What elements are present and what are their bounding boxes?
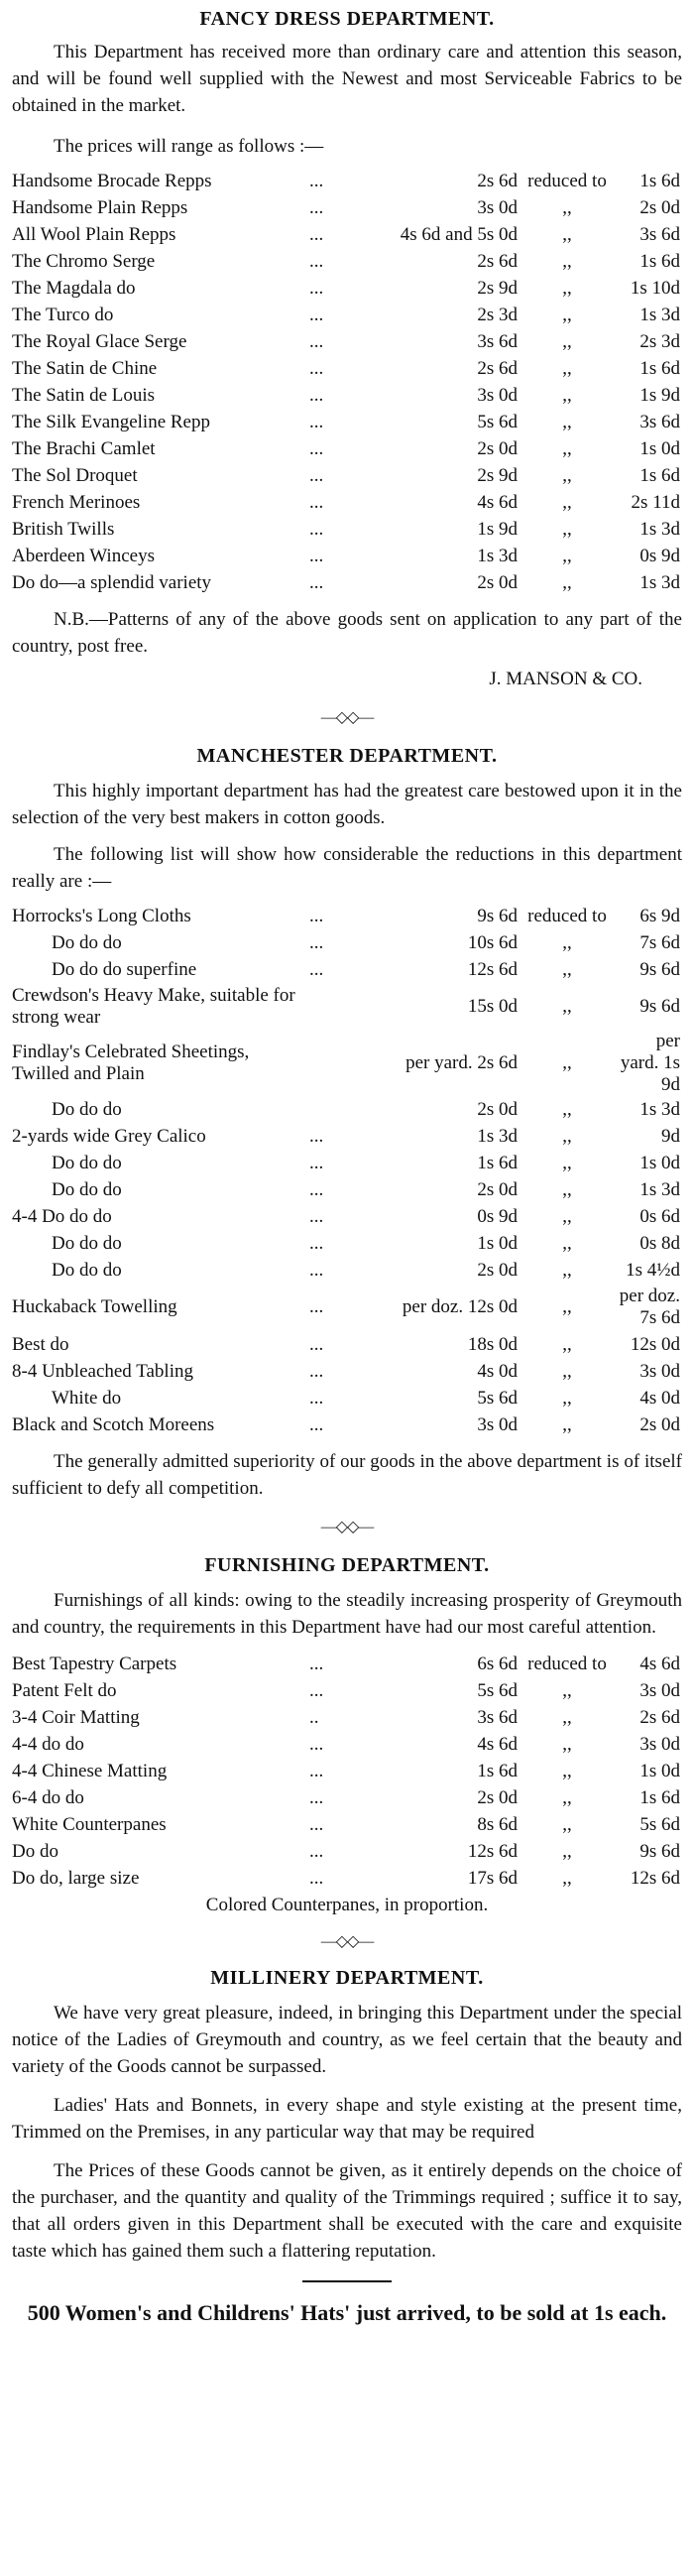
price-row [12, 1176, 682, 1203]
reduction-marker: ,, [562, 1680, 572, 1701]
item-name: Do do do [52, 1260, 122, 1281]
section-divider: —◇◇— [320, 1933, 374, 1950]
item-leader [309, 1031, 361, 1096]
item-name: Do do [12, 1841, 58, 1862]
reduction-marker: ,, [562, 1099, 572, 1120]
reduction-marker: ,, [562, 546, 572, 566]
price-row [12, 168, 682, 194]
manchester-list-intro: The following list will show how considerable the reductions in this department really are :— [12, 844, 682, 892]
reduction-marker: ,, [562, 1179, 572, 1200]
item-name: 8-4 Unbleached Tabling [12, 1361, 193, 1382]
item-leader: ... [309, 305, 324, 325]
item-name: The Magdala do [12, 278, 136, 299]
item-leader: ... [309, 438, 324, 459]
reduced-price: 4s 6d [639, 1654, 680, 1674]
reduced-price: 1s 0d [639, 438, 680, 459]
reduced-price: 3s 0d [639, 1734, 680, 1755]
item-name: Patent Felt do [12, 1680, 117, 1701]
reduction-marker: ,, [562, 932, 572, 953]
item-name: Findlay's Celebrated Sheetings, Twilled and Plain [12, 1042, 250, 1084]
item-leader: ... [309, 1260, 324, 1281]
reduced-price: per yard. 1s 9d [620, 1031, 680, 1095]
reduced-price: 7s 6d [639, 932, 680, 953]
original-price: 10s 6d [467, 932, 518, 953]
price-row [12, 569, 682, 596]
reduced-price: per doz. 7s 6d [619, 1286, 680, 1328]
original-price: 4s 6d and 5s 0d [400, 224, 518, 245]
reduced-price: 2s 0d [639, 197, 680, 218]
item-name: Do do do [52, 932, 122, 953]
item-leader: ... [309, 1814, 324, 1835]
original-price: 5s 6d [477, 412, 518, 432]
price-row [12, 1358, 682, 1385]
item-leader: ... [309, 519, 324, 540]
item-name: Do do, large size [12, 1868, 140, 1889]
item-leader: ... [309, 1179, 324, 1200]
item-name: The Royal Glace Serge [12, 331, 187, 352]
item-leader: ... [309, 906, 324, 926]
item-name: Do do do superfine [52, 959, 197, 980]
item-leader: ... [309, 412, 324, 432]
item-name: 6-4 do do [12, 1787, 84, 1808]
price-row [12, 355, 682, 382]
reduced-price: 1s 3d [639, 1099, 680, 1120]
reduced-price: 9s 6d [639, 1841, 680, 1862]
price-row [12, 1031, 682, 1096]
item-leader: ... [309, 171, 324, 191]
price-row [12, 1385, 682, 1411]
item-name: 4-4 do do [12, 1734, 84, 1755]
price-row [12, 929, 682, 956]
item-leader: ... [309, 1126, 324, 1147]
reduced-price: 1s 3d [639, 519, 680, 540]
price-row [12, 409, 682, 435]
reduction-marker: reduced to [527, 1654, 607, 1674]
reduction-marker: ,, [562, 305, 572, 325]
reduced-price: 2s 11d [631, 492, 680, 513]
reduced-price: 5s 6d [639, 1814, 680, 1835]
price-row [12, 956, 682, 983]
item-leader: ... [309, 492, 324, 513]
reduction-marker: ,, [562, 278, 572, 299]
reduced-price: 0s 8d [639, 1233, 680, 1254]
original-price: 18s 0d [467, 1334, 518, 1355]
price-row [12, 328, 682, 355]
item-name: Crewdson's Heavy Make, suitable for strong wear [12, 985, 295, 1028]
original-price: 1s 6d [477, 1761, 518, 1781]
original-price: 3s 6d [477, 1707, 518, 1728]
item-name: British Twills [12, 519, 115, 540]
original-price: 2s 0d [477, 1099, 518, 1120]
item-leader: ... [309, 1654, 324, 1674]
price-row [12, 1257, 682, 1284]
original-price: 2s 0d [477, 1260, 518, 1281]
original-price: per doz. 12s 0d [402, 1296, 518, 1317]
reduced-price: 1s 0d [639, 1761, 680, 1781]
original-price: 2s 0d [477, 1179, 518, 1200]
original-price: 4s 6d [477, 492, 518, 513]
item-leader: ... [309, 358, 324, 379]
item-leader: ... [309, 278, 324, 299]
reduction-marker: ,, [562, 1841, 572, 1862]
original-price: 1s 0d [477, 1233, 518, 1254]
original-price: 2s 6d [477, 358, 518, 379]
millinery-p2: Ladies' Hats and Bonnets, in every shape and style existing at the present time, Trimmed on the Premises, in any particular way that may be required [12, 2095, 682, 2143]
original-price: 3s 6d [477, 331, 518, 352]
section-divider: —◇◇— [320, 1519, 374, 1535]
fancy-dress-heading: FANCY DRESS DEPARTMENT. [199, 8, 495, 30]
item-leader: ... [309, 1388, 324, 1409]
reduced-price: 0s 9d [639, 546, 680, 566]
reduced-price: 9s 6d [639, 959, 680, 980]
item-leader: ... [309, 1296, 324, 1317]
reduction-marker: ,, [562, 1126, 572, 1147]
reduction-marker: ,, [562, 465, 572, 486]
original-price: 8s 6d [477, 1814, 518, 1835]
reduced-price: 9s 6d [639, 996, 680, 1017]
original-price: 15s 0d [467, 996, 518, 1017]
item-leader: ... [309, 251, 324, 272]
fancy-prices-intro: The prices will range as follows :— [54, 136, 324, 157]
item-name: All Wool Plain Repps [12, 224, 176, 245]
section-divider: —◇◇— [320, 709, 374, 726]
price-row [12, 1123, 682, 1150]
reduction-marker: ,, [562, 1414, 572, 1435]
original-price: 2s 9d [477, 465, 518, 486]
item-leader: ... [309, 385, 324, 406]
item-leader: ... [309, 1761, 324, 1781]
reduced-price: 3s 6d [639, 224, 680, 245]
reduced-price: 1s 6d [639, 171, 680, 191]
price-row [12, 903, 682, 929]
original-price: 3s 0d [477, 385, 518, 406]
reduction-marker: ,, [562, 412, 572, 432]
item-name: French Merinoes [12, 492, 141, 513]
original-price: 5s 6d [477, 1388, 518, 1409]
price-row [12, 1096, 682, 1123]
item-leader: ... [309, 1233, 324, 1254]
price-row [12, 1284, 682, 1331]
reduced-price: 1s 3d [639, 305, 680, 325]
reduced-price: 3s 0d [639, 1361, 680, 1382]
original-price: 1s 9d [477, 519, 518, 540]
reduction-marker: ,, [562, 358, 572, 379]
original-price: 2s 0d [477, 1787, 518, 1808]
item-leader: ... [309, 1361, 324, 1382]
item-leader: ... [309, 1153, 324, 1173]
reduction-marker: ,, [562, 1206, 572, 1227]
item-leader: ... [309, 572, 324, 593]
original-price: 2s 3d [477, 305, 518, 325]
millinery-p3: The Prices of these Goods cannot be given, as it entirely depends on the choice of the purchaser, and the quantity and quality of the Trimmings required ; suffice it to say, that all orders given in this Department shall be executed with the care and exquisite taste which has gained them such a flattering reputation. [12, 2160, 682, 2262]
price-row [12, 1838, 682, 1865]
reduced-price: 6s 9d [639, 906, 680, 926]
price-row [12, 382, 682, 409]
original-price: 3s 0d [477, 197, 518, 218]
price-row [12, 1811, 682, 1838]
original-price: 3s 0d [477, 1414, 518, 1435]
item-leader: ... [309, 465, 324, 486]
price-row [12, 1203, 682, 1230]
original-price: 2s 0d [477, 438, 518, 459]
original-price: 1s 6d [477, 1153, 518, 1173]
price-row [12, 1704, 682, 1731]
reduction-marker: ,, [562, 224, 572, 245]
reduced-price: 2s 6d [639, 1707, 680, 1728]
reduced-price: 3s 0d [639, 1680, 680, 1701]
item-leader: ... [309, 932, 324, 953]
original-price: 2s 0d [477, 572, 518, 593]
furnishing-closing: Colored Counterpanes, in proportion. [205, 1895, 489, 1915]
item-leader: ... [309, 1734, 324, 1755]
reduction-marker: ,, [562, 519, 572, 540]
fancy-dress-intro: This Department has received more than ordinary care and attention this season, and will be found well supplied with the Newest and most Serviceable Fabrics to be obtained in the market. [12, 42, 682, 116]
price-row [12, 1865, 682, 1892]
original-price: 4s 0d [477, 1361, 518, 1382]
furnishing-intro: Furnishings of all kinds: owing to the steadily increasing prosperity of Greymouth and country, the requirements in this Department have had our most careful attention. [12, 1590, 682, 1638]
price-row [12, 516, 682, 543]
item-name: Do do do [52, 1233, 122, 1254]
reduced-price: 12s 0d [630, 1334, 680, 1355]
reduction-marker: reduced to [527, 171, 607, 191]
reduced-price: 2s 0d [639, 1414, 680, 1435]
manchester-price-table [12, 903, 682, 1438]
reduction-marker: ,, [562, 1334, 572, 1355]
reduction-marker: ,, [562, 1361, 572, 1382]
original-price: 2s 6d [477, 171, 518, 191]
reduction-marker: ,, [562, 1787, 572, 1808]
price-row [12, 221, 682, 248]
reduction-marker: ,, [562, 1153, 572, 1173]
manchester-closing: The generally admitted superiority of our goods in the above department is of itself sufficient to defy all competition. [12, 1451, 682, 1499]
item-name: Do do do [52, 1153, 122, 1173]
price-row [12, 248, 682, 275]
item-name: The Silk Evangeline Repp [12, 412, 210, 432]
item-leader: ... [309, 1841, 324, 1862]
reduction-marker: ,, [562, 331, 572, 352]
reduction-marker: ,, [562, 1734, 572, 1755]
item-leader: ... [309, 331, 324, 352]
reduction-marker: reduced to [527, 906, 607, 926]
reduction-marker: ,, [562, 996, 572, 1017]
price-row [12, 983, 682, 1031]
reduction-marker: ,, [562, 1707, 572, 1728]
price-row [12, 462, 682, 489]
item-name: 4-4 Do do do [12, 1206, 112, 1227]
manchester-heading: MANCHESTER DEPARTMENT. [196, 745, 498, 767]
price-row [12, 1651, 682, 1677]
item-leader: ... [309, 1868, 324, 1889]
signature: J. MANSON & CO. [489, 669, 642, 689]
reduction-marker: ,, [562, 1388, 572, 1409]
price-row [12, 1230, 682, 1257]
millinery-heading: MILLINERY DEPARTMENT. [210, 1967, 484, 1989]
reduced-price: 1s 9d [639, 385, 680, 406]
reduced-price: 1s 4½d [626, 1260, 680, 1281]
item-name: Do do do [52, 1179, 122, 1200]
reduced-price: 1s 10d [630, 278, 680, 299]
item-leader: ... [309, 1206, 324, 1227]
fancy-note: N.B.—Patterns of any of the above goods sent on application to any part of the country, post free. [12, 609, 682, 657]
item-leader: ... [309, 1414, 324, 1435]
item-leader: ... [309, 1334, 324, 1355]
price-row [12, 1758, 682, 1784]
price-row [12, 543, 682, 569]
reduced-price: 1s 3d [639, 1179, 680, 1200]
reduction-marker: ,, [562, 1814, 572, 1835]
item-name: Black and Scotch Moreens [12, 1414, 215, 1435]
reduced-price: 2s 3d [639, 331, 680, 352]
item-name: Do do do [52, 1099, 122, 1120]
item-name: 2-yards wide Grey Calico [12, 1126, 206, 1147]
reduction-marker: ,, [562, 438, 572, 459]
original-price: 17s 6d [467, 1868, 518, 1889]
item-leader: ... [309, 1787, 324, 1808]
original-price: 1s 3d [477, 546, 518, 566]
item-name: Best do [12, 1334, 69, 1355]
reduction-marker: ,, [562, 1761, 572, 1781]
reduced-price: 1s 3d [639, 572, 680, 593]
item-leader: ... [309, 1680, 324, 1701]
reduction-marker: ,, [562, 959, 572, 980]
item-leader: ... [309, 224, 324, 245]
reduced-price: 9d [661, 1126, 680, 1147]
reduction-marker: ,, [562, 385, 572, 406]
original-price: 0s 9d [477, 1206, 518, 1227]
manchester-intro: This highly important department has had the greatest care bestowed upon it in the selection of the very best makers in cotton goods. [12, 781, 682, 828]
item-name: Huckaback Towelling [12, 1296, 177, 1317]
original-price: 5s 6d [477, 1680, 518, 1701]
item-name: Horrocks's Long Cloths [12, 906, 191, 926]
price-row [12, 435, 682, 462]
original-price: 2s 9d [477, 278, 518, 299]
reduced-price: 1s 6d [639, 358, 680, 379]
price-row [12, 275, 682, 302]
item-leader: ... [309, 197, 324, 218]
original-price: 9s 6d [477, 906, 518, 926]
reduction-marker: ,, [562, 251, 572, 272]
reduced-price: 1s 0d [639, 1153, 680, 1173]
fancy-price-table [12, 168, 682, 596]
item-leader [309, 983, 361, 1031]
reduction-marker: ,, [562, 1233, 572, 1254]
item-name: 3-4 Coir Matting [12, 1707, 140, 1728]
item-name: Handsome Brocade Repps [12, 171, 212, 191]
item-leader: ... [309, 959, 324, 980]
furnishing-heading: FURNISHING DEPARTMENT. [204, 1554, 490, 1576]
item-name: 4-4 Chinese Matting [12, 1761, 168, 1781]
reduced-price: 1s 6d [639, 1787, 680, 1808]
original-price: 4s 6d [477, 1734, 518, 1755]
reduction-marker: ,, [562, 1260, 572, 1281]
reduction-marker: ,, [562, 1052, 572, 1073]
reduction-marker: ,, [562, 492, 572, 513]
original-price: 6s 6d [477, 1654, 518, 1674]
item-name: Do do—a splendid variety [12, 572, 212, 593]
item-name: The Turco do [12, 305, 114, 325]
reduced-price: 1s 6d [639, 465, 680, 486]
price-row [12, 1731, 682, 1758]
reduction-marker: ,, [562, 1296, 572, 1317]
item-name: Handsome Plain Repps [12, 197, 188, 218]
reduction-marker: ,, [562, 572, 572, 593]
reduction-marker: ,, [562, 1868, 572, 1889]
price-row [12, 1331, 682, 1358]
reduced-price: 12s 6d [630, 1868, 680, 1889]
reduced-price: 4s 0d [639, 1388, 680, 1409]
item-name: Best Tapestry Carpets [12, 1654, 177, 1674]
hats-announcement: 500 Women's and Childrens' Hats' just arrived, to be sold at 1s each. [27, 2300, 667, 2325]
item-name: Aberdeen Winceys [12, 546, 155, 566]
item-leader: ... [309, 546, 324, 566]
reduced-price: 0s 6d [639, 1206, 680, 1227]
furnishing-price-table [12, 1651, 682, 1892]
reduced-price: 3s 6d [639, 412, 680, 432]
original-price: 12s 6d [467, 959, 518, 980]
price-row [12, 489, 682, 516]
item-name: The Brachi Camlet [12, 438, 156, 459]
reduced-price: 1s 6d [639, 251, 680, 272]
price-row [12, 1677, 682, 1704]
reduction-marker: ,, [562, 197, 572, 218]
item-leader: .. [309, 1707, 319, 1728]
item-name: White Counterpanes [12, 1814, 167, 1835]
item-name: The Sol Droquet [12, 465, 138, 486]
price-row [12, 194, 682, 221]
original-price: 12s 6d [467, 1841, 518, 1862]
item-name: White do [52, 1388, 122, 1409]
item-leader [309, 1096, 361, 1123]
item-name: The Chromo Serge [12, 251, 156, 272]
millinery-p1: We have very great pleasure, indeed, in bringing this Department under the special notice of the Ladies of Greymouth and country, as we feel certain that the beauty and variety of the Goods cannot be surpassed. [12, 2003, 682, 2077]
item-name: The Satin de Chine [12, 358, 158, 379]
original-price: 1s 3d [477, 1126, 518, 1147]
price-row [12, 1784, 682, 1811]
original-price: per yard. 2s 6d [405, 1052, 518, 1073]
price-row [12, 1411, 682, 1438]
original-price: 2s 6d [477, 251, 518, 272]
item-name: The Satin de Louis [12, 385, 156, 406]
price-row [12, 1150, 682, 1176]
price-row [12, 302, 682, 328]
